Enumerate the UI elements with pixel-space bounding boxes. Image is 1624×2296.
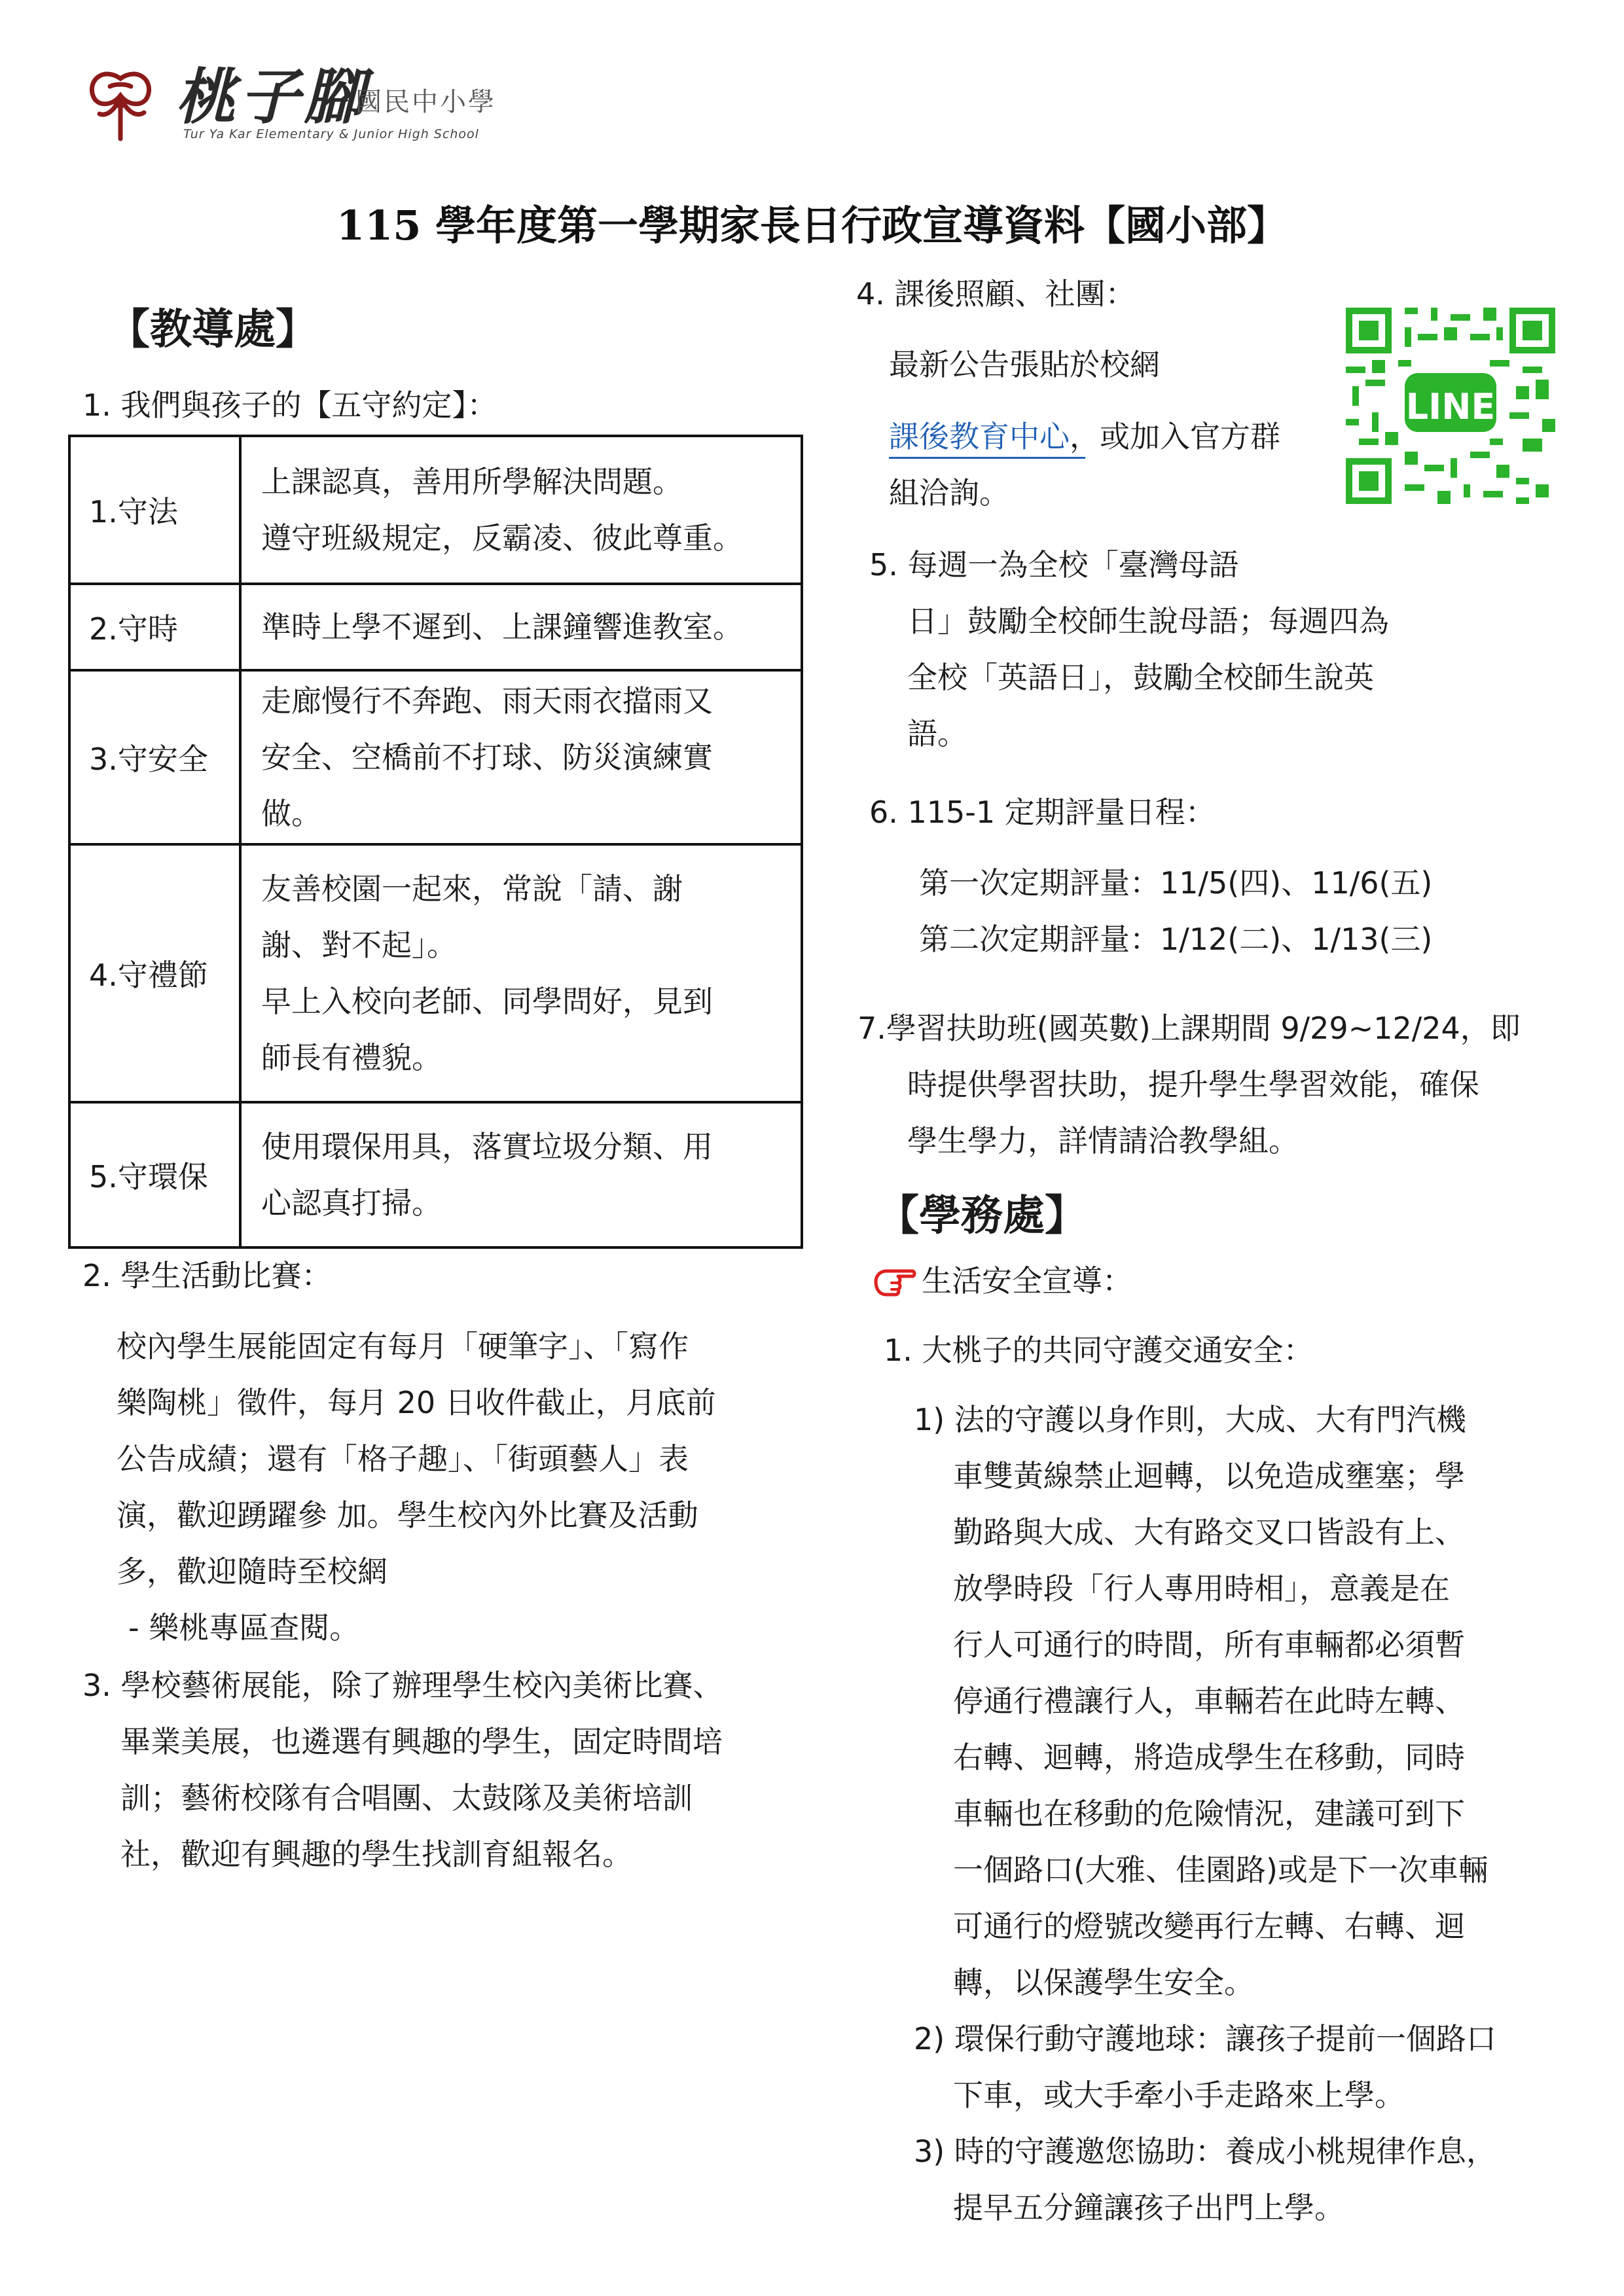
rule-content xyxy=(240,844,802,1102)
table-row xyxy=(69,436,802,584)
table-row xyxy=(69,1102,802,1247)
sub1-line: 行人可通行的時間，所有車輛都必須暫 xyxy=(953,1627,1465,1662)
item3-line: 3. 學校藝術展能，除了辦理學生校內美術比賽、 xyxy=(82,1668,723,1703)
exam-schedule-line: 第二次定期評量：1/12(二)、1/13(三) xyxy=(919,922,1433,957)
line-qr-code-icon[interactable] xyxy=(1346,308,1555,504)
item5-line: 全校「英語日」，鼓勵全校師生說英 xyxy=(907,660,1374,695)
safety-title: 生活安全宣導： xyxy=(922,1263,1132,1299)
exam-schedule-line: 第一次定期評量：11/5(四)、11/6(五) xyxy=(919,865,1433,901)
rule-content xyxy=(240,436,802,584)
item4-line xyxy=(889,419,1280,455)
school-logo-icon xyxy=(84,65,157,143)
item2-line: 公告成績；還有「格子趣」、「街頭藝人」表 xyxy=(117,1441,689,1477)
rule-key: 1.守法 xyxy=(69,436,240,584)
document-title: 115 學年度第一學期家長日行政宣導資料【國小部】 xyxy=(336,202,1288,249)
item2-line: - 樂桃專區查閱。 xyxy=(128,1610,360,1645)
item7-line: 7.學習扶助班(國英數)上課期間 9/29~12/24，即 xyxy=(857,1011,1521,1046)
rule-key: 4.守禮節 xyxy=(69,844,240,1102)
rule-line: 師長有禮貌。 xyxy=(261,1040,442,1075)
sub1-line: 可通行的燈號改變再行左轉、右轉、迴 xyxy=(953,1909,1465,1944)
link-underline xyxy=(889,457,1085,459)
item2-line: 演，歡迎踴躍參 加。學生校內外比賽及活動 xyxy=(117,1498,698,1533)
rule-line: 心認真打掃。 xyxy=(261,1185,442,1221)
logo-name: 桃子腳 xyxy=(175,62,369,132)
sub1-line: 右轉、迴轉，將造成學生在移動，同時 xyxy=(953,1740,1465,1775)
rule-line: 走廊慢行不奔跑、雨天雨衣擋雨又 xyxy=(261,683,713,719)
item2-title: 2. 學生活動比賽： xyxy=(82,1258,332,1293)
rule-line: 安全、空橋前不打球、防災演練實 xyxy=(261,740,713,775)
item5-line: 5. 每週一為全校「臺灣母語 xyxy=(869,547,1239,583)
sub1-line: 1) 法的守護以身作則，大成、大有門汽機 xyxy=(914,1402,1466,1437)
item3-line: 畢業美展，也遴選有興趣的學生，固定時間培 xyxy=(120,1724,723,1759)
rule-content xyxy=(240,670,802,844)
sub1-line: 轉，以保護學生安全。 xyxy=(953,1965,1254,2000)
section-heading-student-affairs: 【學務處】 xyxy=(877,1192,1087,1240)
rule-line: 準時上學不遲到、上課鐘響進教室。 xyxy=(261,609,743,645)
rule-content xyxy=(240,584,802,670)
sub1-line: 一個路口(大雅、佳園路)或是下一次車輛 xyxy=(953,1852,1489,1888)
pointing-hand-icon xyxy=(872,1262,918,1300)
rule-line: 早上入校向老師、同學問好，見到 xyxy=(261,984,713,1019)
logo-subtitle: 國民中小學 xyxy=(355,87,496,117)
safety-item1: 1. 大桃子的共同守護交通安全： xyxy=(884,1333,1314,1368)
rule-line: 謝、對不起」。 xyxy=(261,927,457,963)
rule-content xyxy=(240,1102,802,1247)
table-row xyxy=(69,670,802,844)
item3-line: 訓；藝術校隊有合唱團、太鼓隊及美術培訓 xyxy=(120,1780,693,1816)
item6-title: 6. 115-1 定期評量日程： xyxy=(869,795,1216,830)
sub1-line: 停通行禮讓行人，車輛若在此時左轉、 xyxy=(953,1683,1465,1719)
item5-line: 日」鼓勵全校師生說母語；每週四為 xyxy=(907,603,1389,639)
rule-key: 2.守時 xyxy=(69,584,240,670)
item4-line: 組洽詢。 xyxy=(889,475,1009,511)
item4-line: 最新公告張貼於校網 xyxy=(889,347,1160,382)
table-row xyxy=(69,584,802,670)
section-heading-academic-affairs: 【教導處】 xyxy=(108,306,317,354)
sub3-line: 3) 時的守護邀您協助：養成小桃規律作息， xyxy=(914,2134,1496,2169)
sub1-line: 勤路與大成、大有路交叉口皆設有上、 xyxy=(953,1515,1465,1550)
after-school-center-link[interactable]: 課後教育中心 xyxy=(889,419,1070,454)
item2-line: 多，歡迎隨時至校網 xyxy=(117,1554,388,1589)
sub1-line: 車輛也在移動的危險情況，建議可到下 xyxy=(953,1796,1465,1831)
table-row xyxy=(69,844,802,1102)
rule-key: 5.守環保 xyxy=(69,1102,240,1247)
item7-line: 時提供學習扶助，提升學生學習效能，確保 xyxy=(907,1067,1479,1102)
sub2-line: 2) 環保行動守護地球：讓孩子提前一個路口 xyxy=(914,2021,1496,2056)
item4-title: 4. 課後照顧、社團： xyxy=(856,276,1136,312)
sub1-line: 車雙黃線禁止迴轉，以免造成壅塞；學 xyxy=(953,1458,1465,1494)
sub1-line: 放學時段「行人專用時相」，意義是在 xyxy=(953,1571,1450,1606)
qr-line-label: LINE xyxy=(1405,386,1496,427)
rule-line: 使用環保用具，落實垃圾分類、用 xyxy=(261,1129,713,1164)
rule-line: 遵守班級規定，反霸凌、彼此尊重。 xyxy=(261,520,743,556)
item5-line: 語。 xyxy=(907,716,967,751)
sub3-line: 提早五分鐘讓孩子出門上學。 xyxy=(953,2190,1344,2225)
item7-line: 學生學力，詳情請洽教學組。 xyxy=(907,1123,1299,1158)
sub2-line: 下車，或大手牽小手走路來上學。 xyxy=(953,2077,1405,2113)
rule-line: 上課認真，善用所學解決問題。 xyxy=(261,464,683,499)
rule-line: 友善校園一起來，常說「請、謝 xyxy=(261,871,683,906)
item2-line: 樂陶桃」徵件，每月 20 日收件截止，月底前 xyxy=(117,1385,716,1420)
logo-english-name: Tur Ya Kar Elementary & Junior High School xyxy=(183,127,479,141)
rule-key: 3.守安全 xyxy=(69,670,240,844)
item4-line-rest: ，或加入官方群 xyxy=(1070,419,1280,454)
five-rules-table xyxy=(68,435,803,1249)
item1-title: 1. 我們與孩子的【五守約定】： xyxy=(82,387,497,423)
rule-line: 做。 xyxy=(261,796,321,831)
item3-line: 社，歡迎有興趣的學生找訓育組報名。 xyxy=(120,1837,632,1872)
item2-line: 校內學生展能固定有每月「硬筆字」、「寫作 xyxy=(117,1329,689,1364)
